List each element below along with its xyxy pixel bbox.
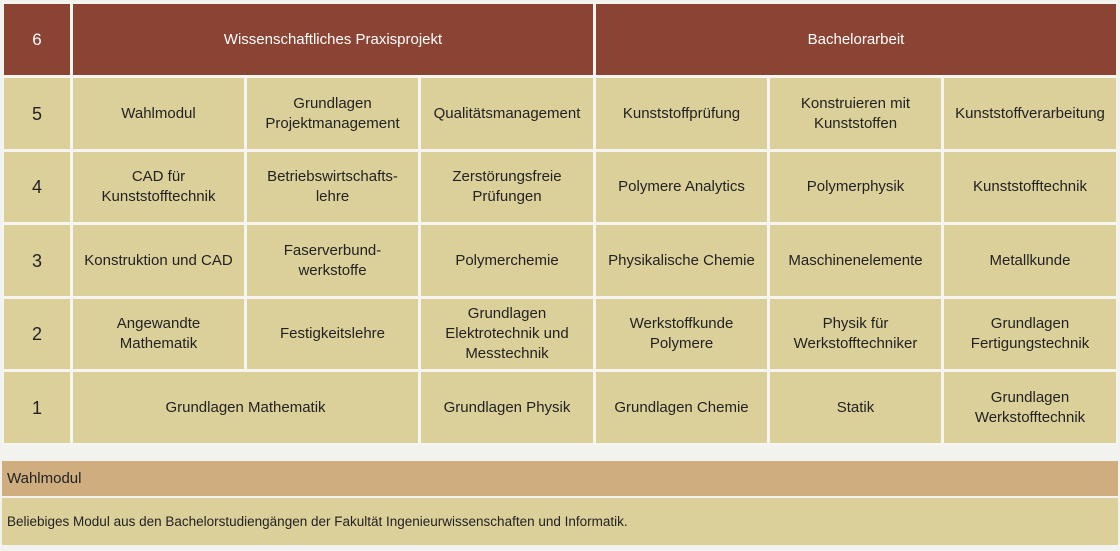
module-faserverbundwerkstoffe[interactable]: Faserverbund-werkstoffe [247, 225, 418, 296]
module-cad-fuer-kunststofftechnik[interactable]: CAD für Kunststofftechnik [73, 152, 244, 222]
legend-description: Beliebiges Modul aus den Bachelorstudiengängen der Fakultät Ingenieurwissenschaften und Informatik. [2, 498, 1118, 545]
module-zerstoerungsfreie-pruefungen[interactable]: Zerstörungsfreie Prüfungen [421, 152, 593, 222]
module-grundlagen-werkstofftechnik[interactable]: Grundlagen Werkstofftechnik [944, 372, 1116, 443]
module-grundlagen-projektmanagement[interactable]: Grundlagen Projektmanagement [247, 78, 418, 149]
semester-6-label: 6 [4, 4, 70, 75]
module-wahlmodul[interactable]: Wahlmodul [73, 78, 244, 149]
module-grundlagen-chemie[interactable]: Grundlagen Chemie [596, 372, 767, 443]
semester-3-label: 3 [4, 225, 70, 296]
module-kunststofftechnik[interactable]: Kunststofftechnik [944, 152, 1116, 222]
semester-4-label: 4 [4, 152, 70, 222]
module-bachelorarbeit[interactable]: Bachelorarbeit [596, 4, 1116, 75]
module-werkstoffkunde-polymere[interactable]: Werkstoffkunde Polymere [596, 299, 767, 369]
module-grundlagen-physik[interactable]: Grundlagen Physik [421, 372, 593, 443]
module-physik-fuer-werkstofftechniker[interactable]: Physik für Werkstofftechniker [770, 299, 941, 369]
module-grundlagen-elektrotechnik-und-messtechnik[interactable]: Grundlagen Elektrotechnik und Messtechnik [421, 299, 593, 369]
module-metallkunde[interactable]: Metallkunde [944, 225, 1116, 296]
semester-1-label: 1 [4, 372, 70, 443]
semester-2-label: 2 [4, 299, 70, 369]
module-wissenschaftliches-praxisprojekt[interactable]: Wissenschaftliches Praxisprojekt [73, 4, 593, 75]
module-grundlagen-fertigungstechnik[interactable]: Grundlagen Fertigungstechnik [944, 299, 1116, 369]
module-polymere-analytics[interactable]: Polymere Analytics [596, 152, 767, 222]
semester-5-label: 5 [4, 78, 70, 149]
module-physikalische-chemie[interactable]: Physikalische Chemie [596, 225, 767, 296]
study-plan-grid [2, 2, 1118, 445]
module-grundlagen-mathematik[interactable]: Grundlagen Mathematik [73, 372, 418, 443]
module-polymerphysik[interactable]: Polymerphysik [770, 152, 941, 222]
module-konstruieren-mit-kunststoffen[interactable]: Konstruieren mit Kunststoffen [770, 78, 941, 149]
module-betriebswirtschaftslehre[interactable]: Betriebswirtschafts-lehre [247, 152, 418, 222]
module-statik[interactable]: Statik [770, 372, 941, 443]
legend-title: Wahlmodul [2, 461, 1118, 496]
module-qualitaetsmanagement[interactable]: Qualitätsmanagement [421, 78, 593, 149]
module-maschinenelemente[interactable]: Maschinenelemente [770, 225, 941, 296]
module-konstruktion-und-cad[interactable]: Konstruktion und CAD [73, 225, 244, 296]
module-kunststoffpruefung[interactable]: Kunststoffprüfung [596, 78, 767, 149]
module-kunststoffverarbeitung[interactable]: Kunststoffverarbeitung [944, 78, 1116, 149]
module-angewandte-mathematik[interactable]: Angewandte Mathematik [73, 299, 244, 369]
module-festigkeitslehre[interactable]: Festigkeitslehre [247, 299, 418, 369]
module-polymerchemie[interactable]: Polymerchemie [421, 225, 593, 296]
